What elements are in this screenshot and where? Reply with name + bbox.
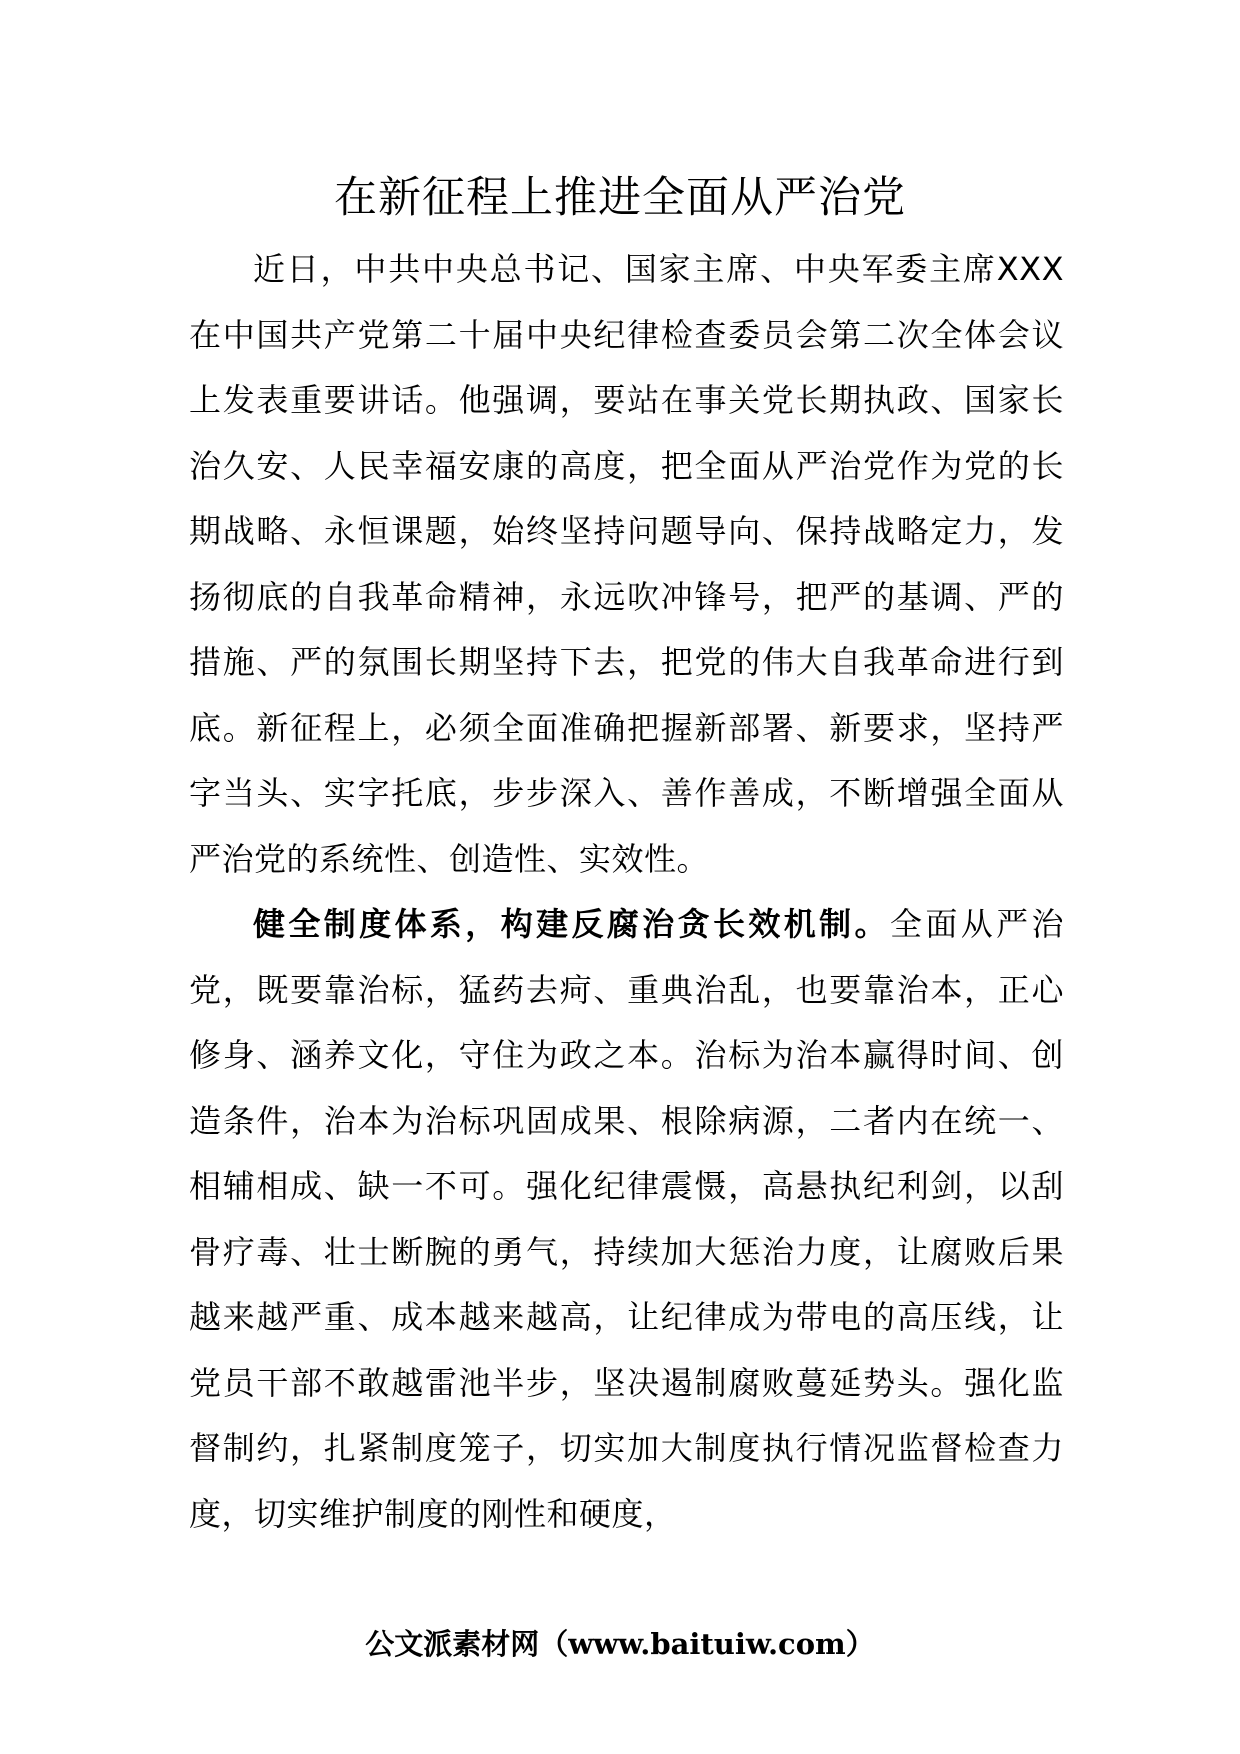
document-body: [189, 237, 1064, 1547]
paragraph-1-text: 近日，中共中央总书记、国家主席、中央军委主席XXX在中国共产党第二十届中央纪律检查委员会第二次全体会议上发表重要讲话。他强调，要站在事关党长期执政、国家长治久安、人民幸福安康的高度，把全面从严治党作为党的长期战略、永恒课题，始终坚持问题导向、保持战略定力，发扬彻底的自我革命精神，永远吹冲锋号，把严的基调、严的措施、严的氛围长期坚持下去，把党的伟大自我革命进行到底。新征程上，必须全面准确把握新部署、新要求，坚持严字当头、实字托底，步步深入、善作善成，不断增强全面从严治党的系统性、创造性、实效性。: [189, 250, 1064, 878]
paragraph-1: [189, 237, 1064, 892]
footer-watermark: 公文派素材网（www.baituiw.com）: [365, 1627, 875, 1661]
document-title: 在新征程上推进全面从严治党: [334, 173, 906, 223]
paragraph-2-text: 全面从严治党，既要靠治标，猛药去疴、重典治乱，也要靠治本，正心修身、涵养文化，守住为政之本。治标为治本赢得时间、创造条件，治本为治标巩固成果、根除病源，二者内在统一、相辅相成、缺一不可。强化纪律震慑，高悬执纪利剑，以刮骨疗毒、壮士断腕的勇气，持续加大惩治力度，让腐败后果越来越严重、成本越来越高，让纪律成为带电的高压线，让党员干部不敢越雷池半步，坚决遏制腐败蔓延势头。强化监督制约，扎紧制度笼子，切实加大制度执行情况监督检查力度，切实维护制度的刚性和硬度，: [189, 905, 1064, 1533]
paragraph-2-lead: 健全制度体系，构建反腐治贪长效机制。: [253, 905, 890, 943]
paragraph-2: [189, 892, 1064, 1547]
